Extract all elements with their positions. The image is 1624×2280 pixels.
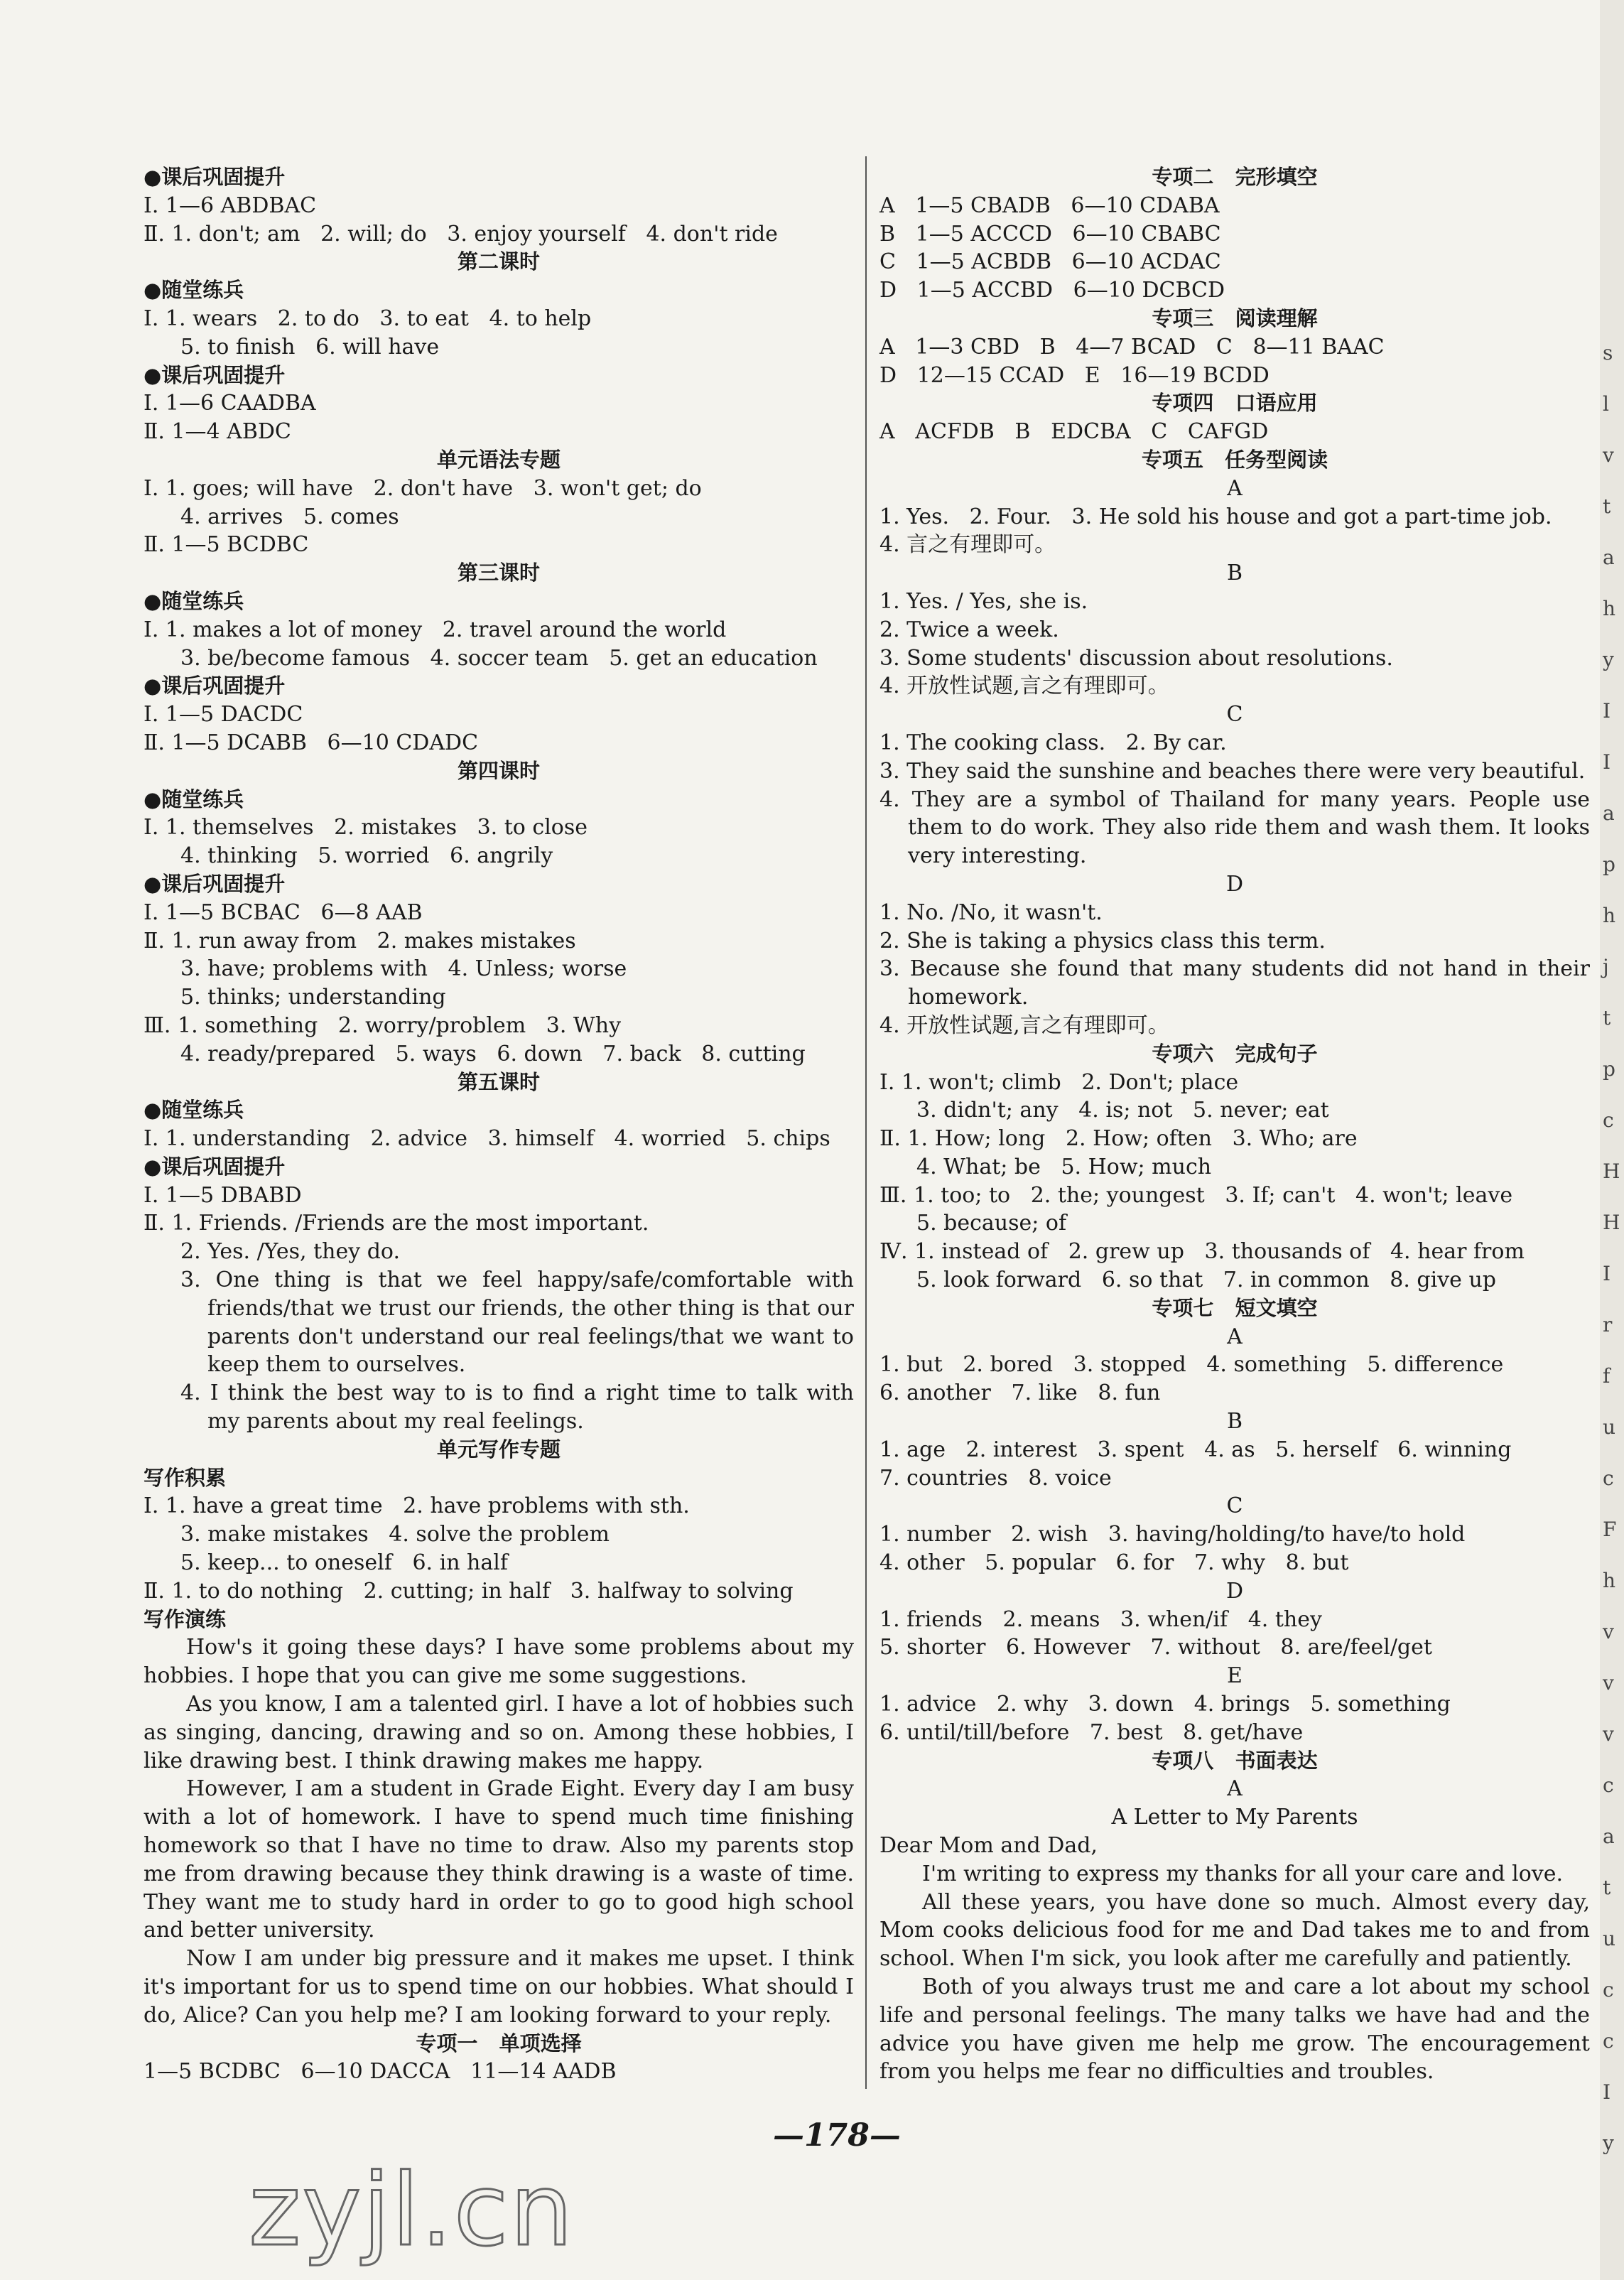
answer-line: 4. 开放性试题,言之有理即可。 [879,674,1169,699]
edge-letter: p [1603,1057,1615,1081]
answer-line: 3. have; problems with 4. Unless; worse [180,956,627,982]
edge-letter: H [1603,1160,1620,1183]
answer-line: Ⅰ. 1. have a great time 2. have problems with sth. [144,1493,690,1519]
answer-line: Ⅰ. 1. goes; will have 2. don't have 3. won't get; do [144,475,702,501]
edge-letter: h [1603,904,1616,927]
answer-line: 4. ready/prepared 5. ways 6. down 7. back 8. cutting [180,1041,806,1066]
subsection-heading: ●随堂练兵 [144,787,244,811]
answer-line: 5. look forward 6. so that 7. in common 8. give up [916,1268,1496,1293]
answer-line: 3. Some students' discussion about resolutions. [879,645,1393,671]
page-number: —178— [773,2117,901,2154]
edge-letter: I [1603,699,1611,723]
subsection-heading: ●课后巩固提升 [144,674,286,698]
paragraph: All these years, you have done so much. Almost every day, Mom cooks delicious food for me and Dad takes me to and from school. When I'm sick, you look after me carefully and patiently. [879,1889,1590,1972]
passage-label: B [1226,561,1243,586]
answer-paragraph: 4. I think the best way to is to find a right time to talk with my parents about my real feelings. [180,1381,854,1435]
edge-letter: r [1603,1313,1613,1336]
passage-label: A Letter to My Parents [1111,1805,1358,1830]
left-column [144,163,854,2086]
edge-letter: a [1603,546,1615,569]
answer-line: Ⅰ. 1. won't; climb 2. Don't; place [879,1069,1239,1095]
answer-line: 2. Twice a week. [879,617,1059,642]
edge-letter: t [1603,495,1611,518]
answer-line: Ⅰ. 1—5 DBABD [144,1182,302,1208]
answer-line: Dear Mom and Dad, [879,1833,1098,1859]
answer-line: 1. but 2. bored 3. stopped 4. something 5. difference [879,1352,1504,1378]
subsection-heading: ●课后巩固提升 [144,165,286,189]
answer-line: Ⅱ. 1. Friends. /Friends are the most important. [144,1211,649,1236]
passage-label: A [1227,1776,1243,1802]
answer-line: 1—5 BCDBC 6—10 DACCA 11—14 AADB [144,2059,617,2085]
answer-line: 5. keep... to oneself 6. in half [180,1550,508,1576]
answer-line: A 1—3 CBD B 4—7 BCAD C 8—11 BAAC [879,334,1385,360]
edge-letter: v [1603,1620,1614,1643]
answer-line: 6. until/till/before 7. best 8. get/have [879,1719,1304,1745]
answer-line: Ⅰ. 1. understanding 2. advice 3. himself 4. worried 5. chips [144,1126,830,1152]
answer-line: Ⅰ. 1—5 DACDC [144,702,303,728]
answer-line: 1. Yes. / Yes, she is. [879,588,1088,614]
subsection-heading: ●课后巩固提升 [144,362,286,387]
answer-line: Ⅰ. 1. wears 2. to do 3. to eat 4. to help [144,306,592,331]
subsection-heading: ●随堂练兵 [144,1098,244,1123]
edge-letter: t [1603,1006,1611,1030]
answer-line: Ⅱ. 1—5 DCABB 6—10 CDADC [144,730,479,755]
answer-line: 3. They said the sunshine and beaches there were very beautiful. [879,758,1586,784]
paragraph: However, I am a student in Grade Eight. Every day I am busy with a lot of homework. I have to spend much time finishing homework so that I have no time to draw. Also my parents stop me from drawing because they think drawing is a waste of time. They want me to study hard in order to go to good high school and better university. [144,1776,854,1943]
answer-line: B 1—5 ACCCD 6—10 CBABC [879,221,1221,247]
section-heading: 专项八 书面表达 [1152,1748,1318,1773]
answer-line: 4. arrives 5. comes [180,504,399,529]
answer-line: Ⅱ. 1—4 ABDC [144,419,291,445]
section-heading: 单元语法专题 [436,447,561,472]
edge-letter: y [1603,648,1614,671]
answer-paragraph: 4. They are a symbol of Thailand for many years. People use them to do work. They also ride them and wash them. It looks very interesting. [879,787,1590,869]
edge-letter: u [1603,1927,1616,1950]
edge-letter: j [1603,955,1609,978]
answer-line: Ⅲ. 1. too; to 2. the; youngest 3. If; can't 4. won't; leave [879,1182,1513,1208]
edge-letter: F [1603,1518,1617,1541]
answer-line: Ⅰ. 1—6 CAADBA [144,391,316,416]
answer-line: 4. 开放性试题,言之有理即可。 [879,1012,1169,1038]
answer-line: 1. number 2. wish 3. having/holding/to have/to hold [879,1522,1466,1547]
paragraph: I'm writing to express my thanks for all your care and love. [922,1861,1564,1886]
section-heading: 专项七 短文填空 [1152,1295,1318,1320]
answer-line: Ⅱ. 1. run away from 2. makes mistakes [144,928,576,953]
answer-line: 3. make mistakes 4. solve the problem [180,1522,610,1547]
answer-line: 4. What; be 5. How; much [916,1154,1212,1179]
section-heading: 单元写作专题 [436,1437,561,1462]
answer-line: 2. Yes. /Yes, they do. [180,1239,400,1265]
answer-line: Ⅰ. 1. makes a lot of money 2. travel around the world [144,617,727,642]
column-divider [865,156,867,2089]
subsection-heading: 写作积累 [144,1465,227,1490]
section-heading: 第三课时 [457,561,540,585]
answer-line: Ⅰ. 1—5 BCBAC 6—8 AAB [144,899,423,925]
answer-line: 1. friends 2. means 3. when/if 4. they [879,1606,1322,1632]
answer-line: Ⅰ. 1—6 ABDBAC [144,193,317,218]
section-heading: 专项一 单项选择 [416,2031,582,2055]
passage-label: C [1226,1493,1243,1519]
edge-letter: v [1603,443,1614,467]
edge-letter: I [1603,2080,1611,2104]
answer-line: 1. No. /No, it wasn't. [879,899,1103,925]
subsection-heading: ●随堂练兵 [144,278,244,303]
answer-line: Ⅳ. 1. instead of 2. grew up 3. thousands of 4. hear from [879,1239,1525,1265]
edge-letter: h [1603,1569,1616,1592]
edge-letter: v [1603,1722,1614,1746]
answer-line: 1. The cooking class. 2. By car. [879,730,1227,755]
answer-line: 1. age 2. interest 3. spent 4. as 5. herself 6. winning [879,1437,1512,1462]
section-heading: 专项六 完成句子 [1152,1041,1318,1066]
section-heading: 专项三 阅读理解 [1152,306,1318,330]
edge-letter: y [1603,2132,1614,2155]
answer-line: 4. thinking 5. worried 6. angrily [180,843,553,869]
answer-line: A ACFDB B EDCBA C CAFGD [879,419,1269,445]
subsection-heading: 写作演练 [144,1606,227,1631]
edge-letter: I [1603,750,1611,774]
passage-label: E [1227,1663,1243,1689]
answer-line: Ⅱ. 1—5 BCDBC [144,532,309,558]
section-heading: 专项五 任务型阅读 [1141,447,1328,472]
answer-line: 3. didn't; any 4. is; not 5. never; eat [916,1098,1329,1123]
answer-line: Ⅱ. 1. don't; am 2. will; do 3. enjoy yourself 4. don't ride [144,221,778,247]
edge-letter: c [1603,1978,1614,2001]
answer-line: Ⅲ. 1. something 2. worry/problem 3. Why [144,1012,622,1038]
edge-letter: c [1603,1773,1614,1797]
answer-line: D 12—15 CCAD E 16—19 BCDD [879,362,1270,388]
answer-line: 5. to finish 6. will have [180,334,440,360]
subsection-heading: ●随堂练兵 [144,588,244,613]
answer-line: 3. be/become famous 4. soccer team 5. get an education [180,645,818,671]
subsection-heading: ●课后巩固提升 [144,1154,286,1179]
right-column [879,163,1590,2086]
subsection-heading: ●课后巩固提升 [144,871,286,896]
passage-label: A [1227,1324,1243,1349]
edge-letter: v [1603,1671,1614,1695]
edge-letter: p [1603,853,1615,876]
answer-line: 1. advice 2. why 3. down 4. brings 5. something [879,1692,1451,1717]
edge-letter: H [1603,1211,1620,1234]
paragraph: Both of you always trust me and care a lot about my school life and personal feelings. The many talks we have had and the advice you have given me help me grow. The encouragement from you helps me fear no difficulties and troubles. [879,1974,1590,2085]
adjacent-page-edge [1600,0,1624,2280]
answer-line: 1. Yes. 2. Four. 3. He sold his house and got a part-time job. [879,504,1552,529]
answer-paragraph: 3. Because she found that many students did not hand in their homework. [879,956,1590,1010]
answer-line: 5. thinks; understanding [180,985,446,1010]
answer-line: 6. another 7. like 8. fun [879,1381,1161,1406]
section-heading: 第二课时 [457,249,540,274]
watermark-logo: zyjl.cn [249,2153,575,2269]
section-heading: 第四课时 [457,758,540,783]
paragraph: As you know, I am a talented girl. I have a lot of hobbies such as singing, dancing, drawing and so on. Among these hobbies, I like drawing best. I think drawing makes me happy. [144,1692,854,1773]
section-heading: 专项二 完形填空 [1152,165,1318,189]
edge-letter: c [1603,2029,1614,2053]
passage-label: B [1226,1409,1243,1435]
section-heading: 第五课时 [457,1069,540,1094]
answer-line: D 1—5 ACCBD 6—10 DCBCD [879,278,1225,303]
paragraph: Now I am under big pressure and it makes me upset. I think it's important for us to spend time on our hobbies. What should I do, Alice? Can you help me? I am looking forward to your reply. [144,1946,854,2028]
edge-letter: I [1603,1262,1611,1285]
edge-letter: h [1603,597,1616,620]
passage-label: A [1227,475,1243,501]
answer-line: 5. shorter 6. However 7. without 8. are/feel/get [879,1635,1432,1660]
paragraph: How's it going these days? I have some problems about my hobbies. I hope that you can give me some suggestions. [144,1635,854,1689]
section-heading: 专项四 口语应用 [1152,391,1318,416]
answer-line: 4. other 5. popular 6. for 7. why 8. but [879,1550,1349,1576]
passage-label: D [1225,871,1244,897]
edge-letter: a [1603,801,1615,825]
edge-letter: a [1603,1825,1615,1848]
answer-line: Ⅱ. 1. to do nothing 2. cutting; in half 3. halfway to solving [144,1578,794,1604]
passage-label: C [1226,702,1243,728]
answer-line: 4. 言之有理即可。 [879,532,1056,558]
answer-line: 7. countries 8. voice [879,1465,1112,1491]
edge-letter: s [1603,341,1613,364]
edge-letter: c [1603,1466,1614,1490]
answer-line: Ⅰ. 1. themselves 2. mistakes 3. to close [144,815,588,841]
edge-letter: u [1603,1415,1616,1439]
answer-line: A 1—5 CBADB 6—10 CDABA [879,193,1220,218]
edge-letter: t [1603,1876,1611,1899]
edge-letter: l [1603,392,1609,416]
edge-letter: f [1603,1364,1611,1388]
answer-line: 5. because; of [916,1211,1067,1236]
passage-label: D [1225,1578,1244,1604]
answer-paragraph: 3. One thing is that we feel happy/safe/comfortable with friends/that we trust our friends, the other thing is that our parents don't understand our real feelings/that we want to keep them to ourselves. [180,1268,854,1378]
answer-line: Ⅱ. 1. How; long 2. How; often 3. Who; are [879,1126,1358,1152]
answer-line: 2. She is taking a physics class this term. [879,928,1326,953]
edge-letter: c [1603,1108,1614,1132]
answer-line: C 1—5 ACBDB 6—10 ACDAC [879,249,1221,275]
